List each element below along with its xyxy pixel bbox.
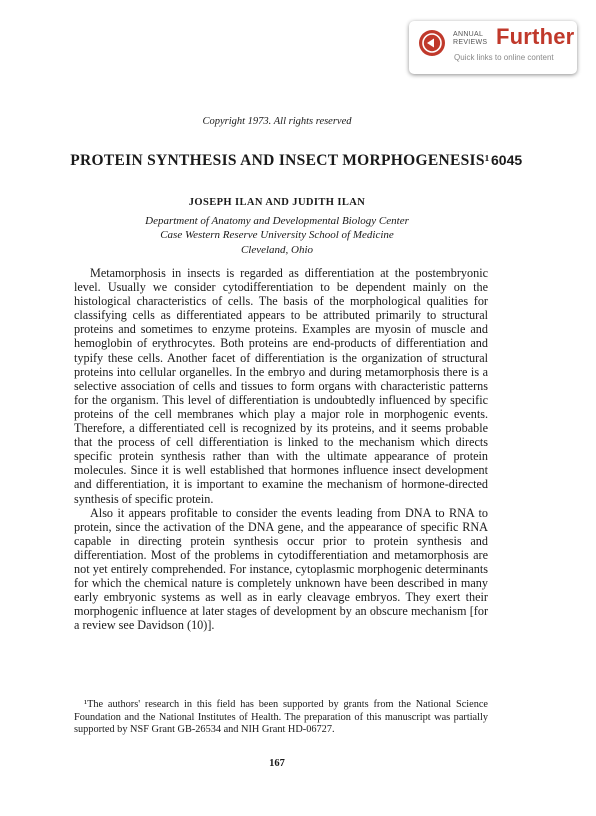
further-links-badge[interactable]	[409, 21, 577, 74]
affiliation-line: Case Western Reserve University School of Medicine	[160, 229, 394, 242]
badge-subtitle[interactable]: Quick links to online content	[454, 53, 554, 62]
badge-brand: ANNUAL REVIEWS	[453, 31, 488, 46]
article-body	[74, 266, 488, 632]
affiliation-line: Department of Anatomy and Developmental Biology Center	[145, 215, 409, 227]
body-paragraph: Also it appears profitable to consider the events leading from DNA to RNA to protein, since the activation of the DNA gene, and the appearance of specific RNA capable in directing protein synthesis occur prior to protein synthesis and differentiation. Most of the problems in cytodifferentiation and metamorphosis are not yet entirely comprehended. For instance, cytoplasmic morphogenic determinants for which the chemical nature is completely unknown have been described in many early embryonic systems as well as in early cleavage embryos. They exert their morphogenic influence at later stages of development by an obscure mechanism [for a review see Davidson (10)].	[74, 505, 488, 633]
author-affiliation	[0, 214, 554, 257]
back-arrow-icon	[419, 30, 445, 56]
footnote	[74, 699, 488, 737]
body-paragraph: Metamorphosis in insects is regarded as differentiation at the postembryonic level. Usually we consider cytodifferentiation to be dependent mainly on the histological characteristics of cells. The basis of the morphological qualities for classifying cells as differentiated appears to be attributed primarily to structural proteins and sometimes to enzyme proteins. Examples are myosin of muscle and hemoglobin of erythrocytes. Both proteins are end-products of differentiation and typify these cells. Another facet of differentiation is the organization of structural proteins into cellular organelles. In the embryo and during metamorphosis there is a selective association of cells and tissues to form organs with characteristic patterns for the organism. This level of differentiation is undoubtedly influenced by specific proteins of the cell membranes which play a major role in morphogenic events. Therefore, a differentiated cell is recognized by its proteins, and it seems probable that the process of cell differentiation is linked to the mechanism which directs specific protein synthesis rather than with the ultimate appearance of protein molecules. Since it is well established that hormones influence insect development and differentiation, it is important to examine the mechanism of hormone-directed synthesis of specific protein.	[74, 266, 488, 506]
article-authors: JOSEPH ILAN AND JUDITH ILAN	[188, 197, 366, 208]
footnote-text: ¹The authors' research in this field has been supported by grants from the National Science Foundation and the National Institutes of Health. The preparation of this manuscript was partially supported by NSF Grant GB-26534 and NIH Grant HD-06727.	[74, 699, 488, 735]
badge-title[interactable]: Further	[496, 24, 575, 49]
page-number: 167	[269, 758, 285, 769]
article-number: 6045	[491, 152, 523, 168]
copyright-notice: Copyright 1973. All rights reserved	[202, 116, 352, 127]
affiliation-line: Cleveland, Ohio	[240, 243, 314, 256]
article-title: PROTEIN SYNTHESIS AND INSECT MORPHOGENESIS¹	[70, 152, 490, 169]
